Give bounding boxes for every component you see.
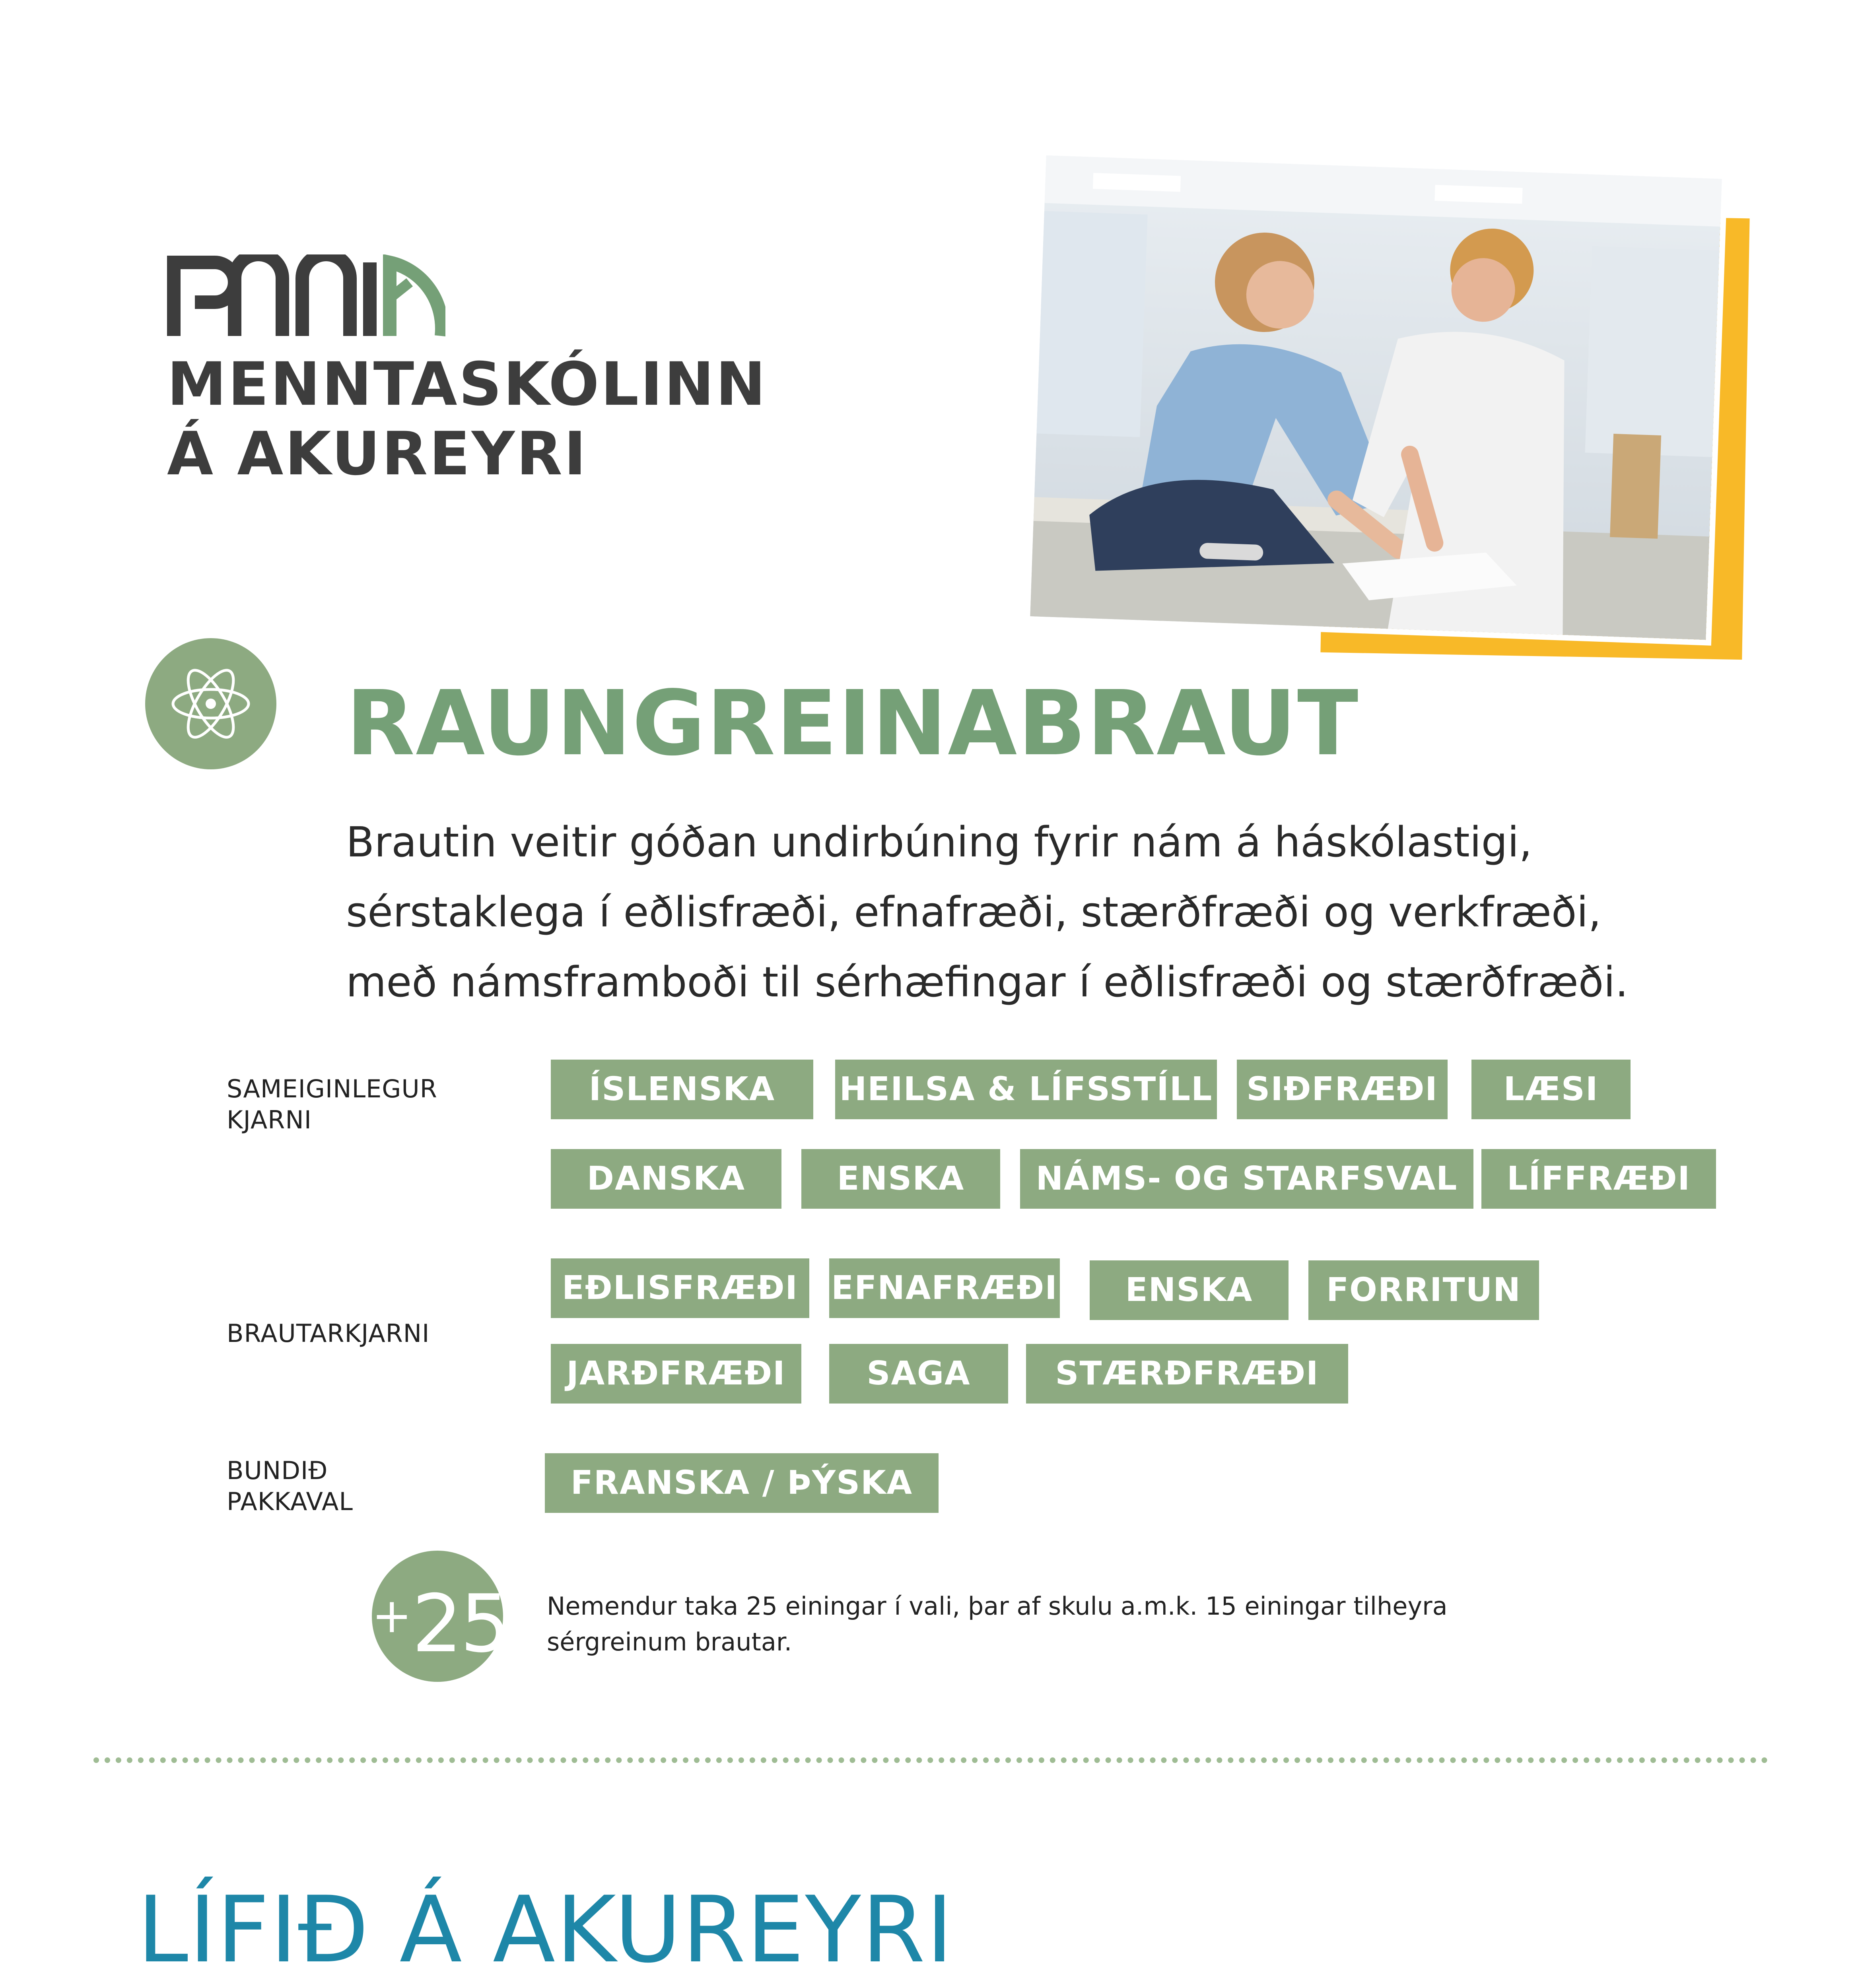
life-title: LÍFIÐ Á AKUREYRI [137, 1877, 954, 1983]
subject-pill: HEILSA & LÍFSSTÍLL [835, 1060, 1217, 1119]
school-name-line1: MENNTASKÓLINN [167, 350, 768, 419]
intro-line: sérstaklega í eðlisfræði, efnafræði, stærðfræði og verkfræði, [346, 888, 1602, 936]
subject-pill: ENSKA [801, 1149, 1000, 1209]
subject-pill: EFNAFRÆÐI [829, 1258, 1060, 1318]
subject-pill: DANSKA [551, 1149, 781, 1209]
subject-pill: NÁMS- OG STARFSVAL [1020, 1149, 1473, 1209]
lab-photo [1030, 155, 1722, 640]
intro-line: með námsframboði til sérhæfingar í eðlisfræði og stærðfræði. [346, 958, 1629, 1006]
program-title: RAUNGREINABRAUT [346, 672, 1359, 776]
section-divider [93, 1757, 1768, 1763]
group-label-program-core: BRAUTARKJARNI [227, 1319, 430, 1348]
subject-pill: STÆRÐFRÆÐI [1026, 1344, 1348, 1404]
subject-pill: ÍSLENSKA [551, 1060, 813, 1119]
subject-pill: FORRITUN [1308, 1260, 1539, 1320]
ma-logo-icon [167, 254, 445, 338]
elective-note: Nemendur taka 25 einingar í vali, þar af skulu a.m.k. 15 einingar tilheyra sérgreinum brautar. [547, 1592, 1448, 1656]
elective-credits-badge: +25 [372, 1551, 503, 1682]
group-label-common-core: SAMEIGINLEGUR KJARNI [227, 1074, 437, 1134]
subject-pill: ENSKA [1090, 1260, 1289, 1320]
school-name-line2: Á AKUREYRI [167, 419, 588, 489]
subject-pill: EÐLISFRÆÐI [551, 1258, 809, 1318]
atom-icon [145, 638, 276, 769]
school-name [167, 350, 767, 489]
intro-line: Brautin veitir góðan undirbúning fyrir nám á háskólastigi, [346, 818, 1532, 866]
group-label-elective-package: BUNDIÐ PAKKAVAL [227, 1456, 353, 1516]
program-intro [346, 807, 1758, 1017]
subject-pill: JARÐFRÆÐI [551, 1344, 801, 1404]
subject-pill: FRANSKA / ÞÝSKA [545, 1453, 939, 1513]
subject-pill: LÍFFRÆÐI [1481, 1149, 1716, 1209]
subject-pill: LÆSI [1471, 1060, 1631, 1119]
subject-pill: SAGA [829, 1344, 1008, 1404]
subject-pill: SIÐFRÆÐI [1237, 1060, 1448, 1119]
